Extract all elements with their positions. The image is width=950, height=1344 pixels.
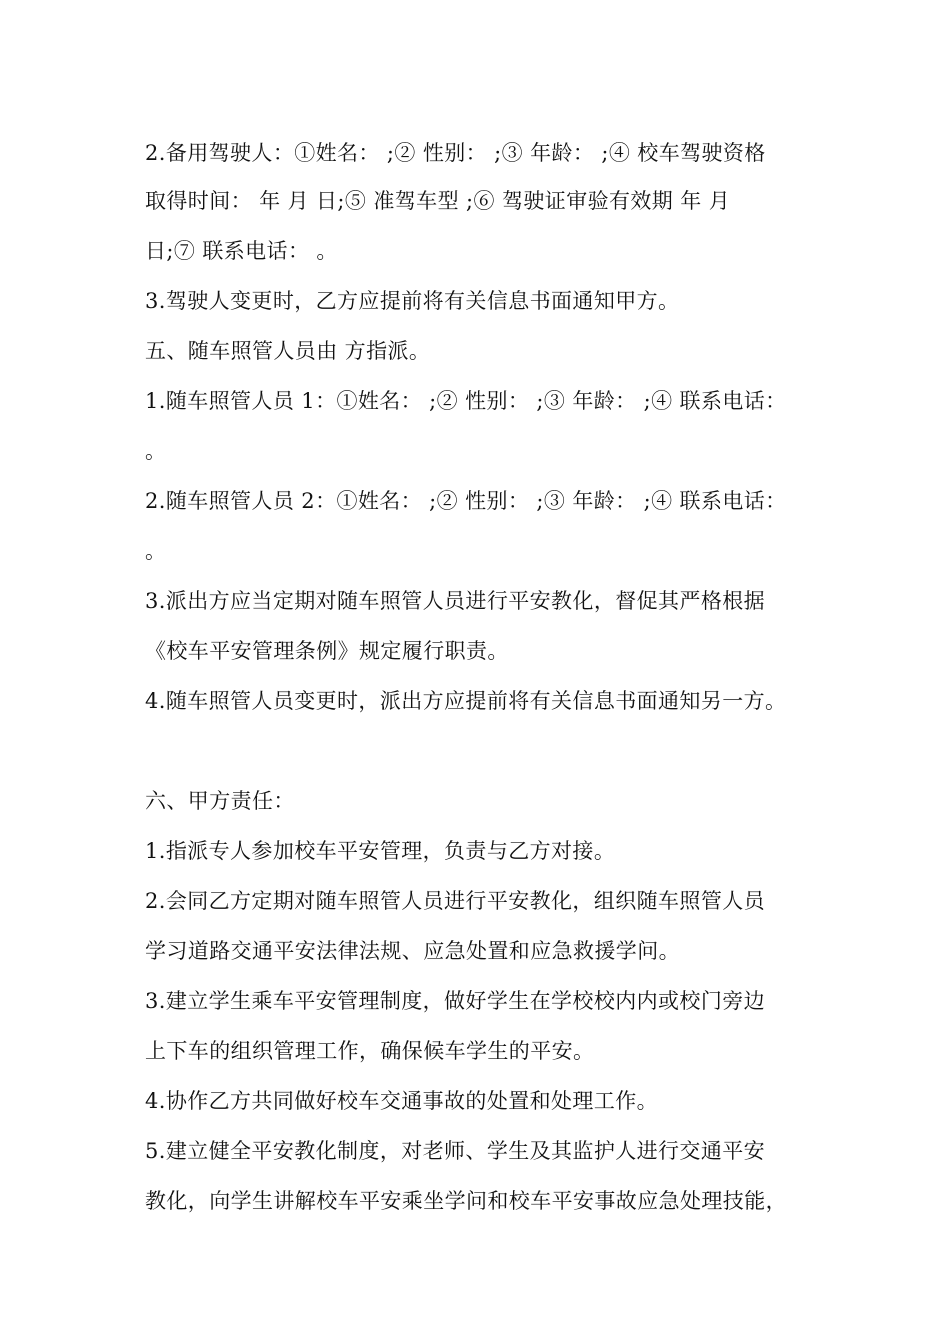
text-line: 2.备用驾驶人：①姓名： ;② 性别： ;③ 年龄： ;④ 校车驾驶资格	[145, 141, 766, 165]
section-heading: 六、甲方责任：	[145, 789, 295, 813]
text-line: 3.建立学生乘车平安管理制度，做好学生在学校校内内或校门旁边	[145, 989, 766, 1013]
text-line: 教化，向学生讲解校车平安乘坐学问和校车平安事故应急处理技能，	[145, 1189, 787, 1213]
section-heading: 五、随车照管人员由 方指派。	[145, 339, 431, 363]
text-line: 3.派出方应当定期对随车照管人员进行平安教化，督促其严格根据	[145, 589, 766, 613]
text-line: 学习道路交通平安法律法规、应急处置和应急救援学问。	[145, 939, 680, 963]
text-line: 2.随车照管人员 2：①姓名： ;② 性别： ;③ 年龄： ;④ 联系电话：	[145, 489, 787, 513]
text-line: 《校车平安管理条例》规定履行职责。	[145, 639, 509, 663]
text-line: 。	[145, 439, 167, 463]
text-line: 4.协作乙方共同做好校车交通事故的处置和处理工作。	[145, 1089, 659, 1113]
text-line: 4.随车照管人员变更时，派出方应提前将有关信息书面通知另一方。	[145, 689, 787, 713]
text-line: 上下车的组织管理工作，确保候车学生的平安。	[145, 1039, 595, 1063]
text-line: 日;⑦ 联系电话： 。	[145, 239, 338, 263]
text-line: 。	[145, 539, 167, 563]
text-line: 3.驾驶人变更时，乙方应提前将有关信息书面通知甲方。	[145, 289, 680, 313]
text-line: 1.指派专人参加校车平安管理，负责与乙方对接。	[145, 839, 616, 863]
text-line: 1.随车照管人员 1：①姓名： ;② 性别： ;③ 年龄： ;④ 联系电话：	[145, 389, 787, 413]
text-line: 2.会同乙方定期对随车照管人员进行平安教化，组织随车照管人员	[145, 889, 766, 913]
text-line: 5.建立健全平安教化制度，对老师、学生及其监护人进行交通平安	[145, 1139, 766, 1163]
text-line: 取得时间： 年 月 日;⑤ 准驾车型 ;⑥ 驾驶证审验有效期 年 月	[145, 189, 731, 213]
